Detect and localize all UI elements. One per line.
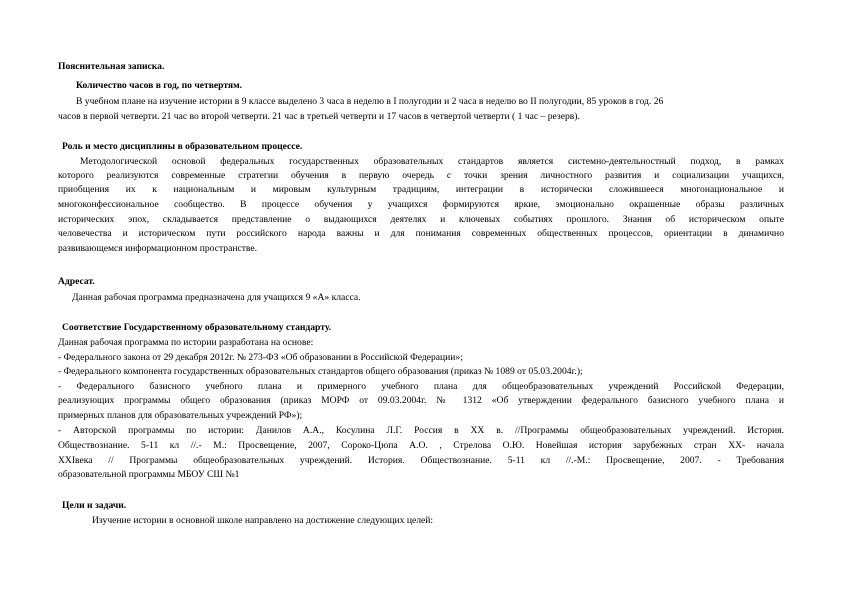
addressee-text: Данная рабочая программа предназначена для учащихся 9 «А» класса.	[72, 292, 361, 303]
standard-line-1: Данная рабочая программа по истории разработана на основе:	[58, 337, 314, 348]
role-text-line-4: многоконфессиональное сообщество. В процессе обучения у учащихся формируются яркие, эмоционально окрашенные образы различных	[58, 199, 784, 210]
role-text-line-2: которого реализуются современные стратегии обучения в первую очередь с точки зрения личностного развития и социализации учащихся,	[58, 170, 784, 181]
standard-line-8: Обществознание. 5-11 кл //.- М.: Просвещение, 2007, Сороко-Цюпа А.О. , Стрелова О.Ю. Новейшая история зарубежных стран XX- начала	[58, 440, 784, 451]
standard-line-6: примерных планов для образовательных учреждений РФ»);	[58, 410, 303, 421]
heading-role: Роль и место дисциплины в образовательном процессе.	[62, 141, 303, 152]
heading-addressee: Адресат.	[58, 276, 95, 287]
standard-line-3: - Федерального компонента государственных образовательных стандартов общего образования (приказ № 1089 от 05.03.2004г.);	[58, 366, 583, 377]
role-text-line-6: человечества и историческом пути российского народа важны и для понимания современных общественных процессов, ориентации в динамично	[58, 228, 784, 239]
heading-explanatory-note: Пояснительная записка.	[58, 61, 165, 72]
standard-line-5: реализующих программы общего образования (приказ МОРФ от 09.03.2004г. № 1312 «Об утверждении федерального базисного учебного плана и	[58, 395, 784, 406]
role-text-line-7: развивающемся информационном пространстве.	[58, 243, 258, 254]
standard-line-10: образовательной программы МБОУ СШ №1	[58, 469, 240, 480]
standard-line-4: - Федерального базисного учебного плана и примерного учебного плана для общеобразовательных учреждений Российской Федерации,	[58, 381, 784, 392]
standard-line-2: - Федерального закона от 29 декабря 2012г. № 273-ФЗ «Об образовании в Российской Федерации»;	[58, 352, 463, 363]
role-text-line-1: Методологической основой федеральных государственных образовательных стандартов является системно-деятельностный подход, в рамках	[80, 156, 784, 167]
heading-goals: Цели и задачи.	[62, 500, 127, 511]
subheading-hours: Количество часов в год, по четвертям.	[76, 80, 243, 91]
heading-standard: Соответствие Государственному образовательному стандарту.	[62, 322, 332, 333]
role-text-line-5: исторических эпох, складывается представление о выдающихся деятелях и ключевых событиях прошлого. Знания об историческом опыте	[58, 214, 784, 225]
hours-text-line-1: В учебном плане на изучение истории в 9 классе выделено 3 часа в неделю в I полугодии и 2 часа в неделю во II полугодии, 85 уроков в год. 26	[76, 96, 664, 107]
goals-text: Изучение истории в основной школе направлено на достижение следующих целей:	[92, 515, 434, 526]
standard-line-7: - Авторской программы по истории: Данилов А.А., Косулина Л.Г. Россия в XX в. //Программы общеобразовательных учреждений. История.	[58, 425, 784, 436]
hours-text-line-2: часов в первой четверти. 21 час во второй четверти. 21 час в третьей четверти и 17 часов в четвертой четверти ( 1 час – резерв).	[58, 111, 580, 122]
standard-line-9: XXIвека // Программы общеобразовательных учреждений. История. Обществознание. 5-11 кл //.-М.: Просвещение, 2007. - Требования	[58, 455, 784, 466]
role-text-line-3: приобщения их к национальным и мировым культурным традициям, интеграции в исторически сложившееся многонациональное и	[58, 184, 784, 195]
